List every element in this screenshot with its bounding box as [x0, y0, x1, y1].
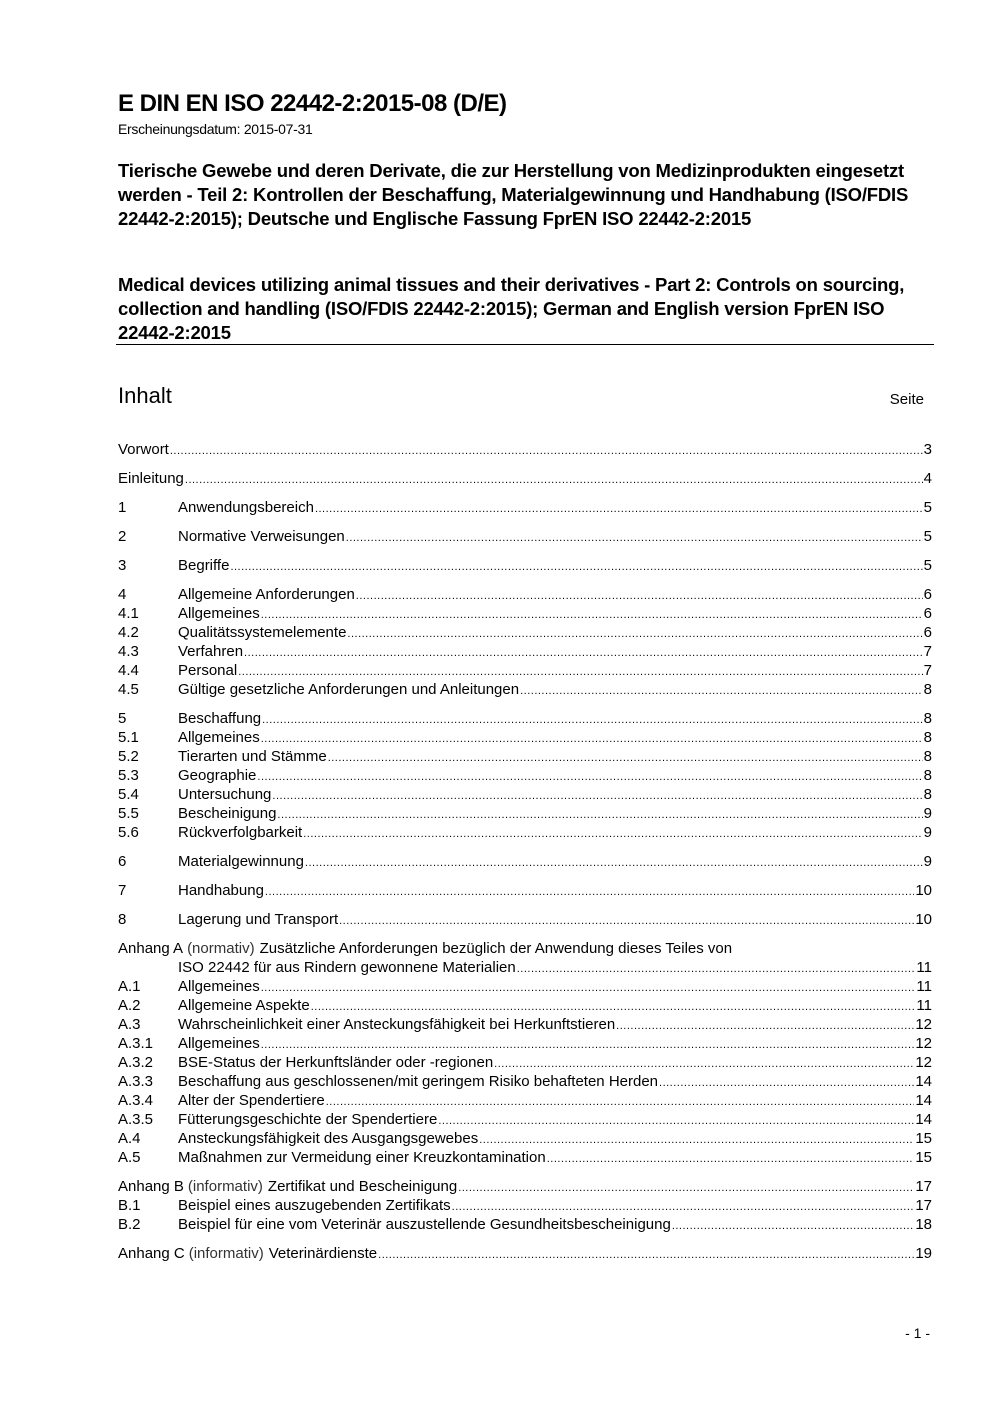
toc-section-number: 8 — [118, 911, 127, 928]
toc-entry[interactable] — [118, 977, 932, 996]
toc-group — [118, 556, 932, 575]
toc-entry-title: Tierarten und Stämme — [178, 748, 327, 765]
toc-section-number: A.3.3 — [118, 1073, 154, 1090]
toc-entry-title: Maßnahmen zur Vermeidung einer Kreuzkontamination — [178, 1149, 546, 1166]
toc-entry[interactable] — [118, 1072, 932, 1091]
toc-entry[interactable] — [118, 881, 932, 900]
toc-entry-title: BSE-Status der Herkunftsländer oder -regionen — [178, 1054, 494, 1071]
toc-entry-title: Allgemeines — [178, 978, 260, 995]
toc-entry-title: Beschaffung — [178, 710, 262, 727]
toc-entry-title: Beispiel eines auszugebenden Zertifikats — [178, 1197, 451, 1214]
dot-leader — [257, 768, 922, 787]
toc-entry-title: Ansteckungsfähigkeit des Ausgangsgewebes — [178, 1130, 479, 1147]
toc-group — [118, 1177, 932, 1234]
toc-entry[interactable] — [118, 556, 932, 575]
toc-section-number: 4.5 — [118, 681, 139, 698]
toc-page-number: 14 — [915, 1073, 932, 1090]
dot-leader — [520, 682, 923, 701]
annex-title: Veterinärdienste — [268, 1245, 378, 1262]
toc-entry-title: Einleitung — [118, 470, 184, 487]
toc-section-number: A.1 — [118, 978, 141, 995]
toc-section-number: 4.1 — [118, 605, 139, 622]
toc-page-number: 9 — [923, 853, 932, 870]
toc-entry[interactable] — [118, 1091, 932, 1110]
toc-section-number: A.4 — [118, 1130, 141, 1147]
toc-entry-title: Normative Verweisungen — [178, 528, 345, 545]
dot-leader — [305, 854, 923, 873]
toc-page-number: 5 — [923, 557, 932, 574]
toc-entry[interactable] — [118, 996, 932, 1015]
toc-section-number: 2 — [118, 528, 127, 545]
toc-page-number: 19 — [915, 1245, 932, 1262]
toc-section-number: 6 — [118, 853, 127, 870]
toc-entry-title: Wahrscheinlichkeit einer Ansteckungsfähigkeit bei Herkunftstieren — [178, 1016, 616, 1033]
toc-entry-title: Allgemeine Anforderungen — [178, 586, 355, 603]
toc-section-number: 5.3 — [118, 767, 139, 784]
toc-page-number: 15 — [915, 1130, 932, 1147]
annex-kind: (informativ) — [187, 1178, 263, 1195]
dot-leader — [315, 500, 923, 519]
dot-leader — [672, 1217, 915, 1236]
toc-entry-title: Allgemeines — [178, 605, 260, 622]
dot-leader — [230, 558, 922, 577]
toc-page-number: 12 — [915, 1054, 932, 1071]
dot-leader — [261, 730, 923, 749]
annex-title: Zusätzliche Anforderungen bezüglich der Anwendung dieses Teiles von — [259, 940, 733, 957]
toc-entry[interactable] — [118, 1015, 932, 1034]
annex-kind: (informativ) — [188, 1245, 264, 1262]
dot-leader — [262, 711, 923, 730]
toc-section-number: 5.1 — [118, 729, 139, 746]
dot-leader — [265, 883, 914, 902]
toc-page-number: 5 — [923, 499, 932, 516]
toc-section-number: 3 — [118, 557, 127, 574]
dot-leader — [378, 1246, 914, 1265]
toc-entry-title: Bescheinigung — [178, 805, 277, 822]
toc-group — [118, 527, 932, 546]
dot-leader — [339, 912, 914, 931]
toc-section-number: 4.4 — [118, 662, 139, 679]
toc-page-number: 8 — [923, 748, 932, 765]
german-title: Tierische Gewebe und deren Derivate, die zur Herstellung von Medizinprodukten eingesetzt werden - Teil 2: Kontrollen der Beschaffung, Materialgewinnung und Handhabung (ISO/FDIS 22442-2:2015); Deutsche und Englische Fassung FprEN ISO 22442-2:2015 — [118, 160, 909, 229]
dot-leader — [458, 1179, 914, 1198]
toc-page-number: 6 — [923, 586, 932, 603]
dot-leader — [277, 806, 922, 825]
toc-page-number: 12 — [915, 1016, 932, 1033]
toc-section-number: B.1 — [118, 1197, 141, 1214]
toc-entry[interactable] — [118, 1053, 932, 1072]
toc-section-number: 5.6 — [118, 824, 139, 841]
toc-page-number: 3 — [923, 441, 932, 458]
toc-annex-entry[interactable] — [118, 1177, 932, 1196]
toc-entry[interactable] — [118, 1215, 932, 1234]
toc-entry[interactable] — [118, 498, 932, 517]
toc-page-label: Seite — [889, 391, 924, 408]
english-title: Medical devices utilizing animal tissues and their derivatives - Part 2: Controls on sourcing, collection and handling (ISO/FDIS 22442-2:2015); German and English version FprEN ISO 22442-2:2015 — [118, 274, 905, 343]
toc-group — [118, 1244, 932, 1263]
publication-date: Erscheinungsdatum: 2015-07-31 — [118, 121, 313, 137]
dot-leader — [244, 644, 923, 663]
toc-section-number: A.3 — [118, 1016, 141, 1033]
toc-entry-title: Personal — [178, 662, 238, 679]
toc-page-number: 9 — [923, 824, 932, 841]
title-divider — [116, 344, 934, 345]
toc-entry-title: Begriffe — [178, 557, 230, 574]
toc-entry[interactable] — [118, 642, 932, 661]
toc-entry-title: Lagerung und Transport — [178, 911, 339, 928]
dot-leader — [170, 442, 923, 461]
toc-entry[interactable] — [118, 709, 932, 728]
annex-kind: (normativ) — [187, 940, 255, 957]
toc-page-number: 6 — [923, 624, 932, 641]
toc-entry[interactable] — [118, 623, 932, 642]
toc-section-number: 5.5 — [118, 805, 139, 822]
toc-group — [118, 469, 932, 488]
toc-entry[interactable] — [118, 785, 932, 804]
toc-section-number: 7 — [118, 882, 127, 899]
toc-page-number: 17 — [915, 1197, 932, 1214]
toc-entry-title: Materialgewinnung — [178, 853, 304, 870]
dot-leader — [272, 787, 922, 806]
toc-section-number: 4.3 — [118, 643, 139, 660]
toc-group — [118, 881, 932, 900]
toc-entry-title: Gültige gesetzliche Anforderungen und Anleitungen — [178, 681, 520, 698]
dot-leader — [185, 471, 923, 490]
toc-page-number: 10 — [915, 882, 932, 899]
toc-page-number: 7 — [923, 662, 932, 679]
toc-page-number: 14 — [915, 1092, 932, 1109]
toc-entry-title: Beschaffung aus geschlossenen/mit geringem Risiko behafteten Herden — [178, 1073, 659, 1090]
toc-page-number: 17 — [915, 1178, 932, 1195]
toc-entry[interactable] — [118, 728, 932, 747]
toc-group — [118, 852, 932, 871]
toc-entry[interactable] — [118, 910, 932, 929]
toc-page-number: 8 — [923, 681, 932, 698]
toc-group — [118, 910, 932, 929]
toc-entry[interactable] — [118, 440, 932, 459]
annex-label: Anhang A — [118, 940, 184, 957]
toc-entry-title: Geographie — [178, 767, 257, 784]
table-of-contents — [118, 440, 932, 1273]
page-number: - 1 - — [905, 1325, 930, 1341]
toc-annex-entry[interactable] — [118, 939, 932, 958]
toc-entry-title: Vorwort — [118, 441, 169, 458]
annex-title: Zertifikat und Bescheinigung — [267, 1178, 458, 1195]
toc-entry-title: Fütterungsgeschichte der Spendertiere — [178, 1111, 438, 1128]
toc-annex-entry-continued[interactable] — [118, 958, 932, 977]
toc-entry[interactable] — [118, 1129, 932, 1148]
toc-entry[interactable] — [118, 747, 932, 766]
toc-entry[interactable] — [118, 804, 932, 823]
toc-section-number: B.2 — [118, 1216, 141, 1233]
toc-section-number: A.3.2 — [118, 1054, 154, 1071]
dot-leader — [261, 979, 916, 998]
toc-section-number: 5 — [118, 710, 127, 727]
toc-section-number: 4 — [118, 586, 127, 603]
toc-page-number: 15 — [915, 1149, 932, 1166]
toc-entry[interactable] — [118, 661, 932, 680]
toc-section-number: 1 — [118, 499, 127, 516]
toc-page-number: 8 — [923, 729, 932, 746]
toc-entry[interactable] — [118, 852, 932, 871]
dot-leader — [659, 1074, 914, 1093]
toc-entry[interactable] — [118, 527, 932, 546]
toc-page-number: 7 — [923, 643, 932, 660]
toc-entry[interactable] — [118, 585, 932, 604]
toc-entry-title: Allgemeines — [178, 729, 260, 746]
toc-page-number: 11 — [916, 959, 932, 976]
toc-group — [118, 440, 932, 459]
annex-label: Anhang B — [118, 1178, 184, 1195]
toc-entry-title: Alter der Spendertiere — [178, 1092, 325, 1109]
toc-section-number: 4.2 — [118, 624, 139, 641]
toc-entry[interactable] — [118, 1196, 932, 1215]
toc-page-number: 18 — [915, 1216, 932, 1233]
toc-entry-title: Rückverfolgbarkeit — [178, 824, 303, 841]
toc-entry[interactable] — [118, 1110, 932, 1129]
toc-group — [118, 585, 932, 699]
dot-leader — [517, 960, 916, 979]
toc-page-number: 6 — [923, 605, 932, 622]
toc-section-number: 5.2 — [118, 748, 139, 765]
toc-group — [118, 709, 932, 842]
toc-page-number: 4 — [923, 470, 932, 487]
toc-entry[interactable] — [118, 1034, 932, 1053]
toc-entry-title: Allgemeine Aspekte — [178, 997, 310, 1014]
toc-entry[interactable] — [118, 469, 932, 488]
toc-page-number: 8 — [923, 767, 932, 784]
toc-entry-title: Untersuchung — [178, 786, 272, 803]
dot-leader — [328, 749, 923, 768]
dot-leader — [616, 1017, 914, 1036]
toc-page-number: 8 — [923, 786, 932, 803]
toc-group — [118, 498, 932, 517]
toc-entry[interactable] — [118, 604, 932, 623]
toc-page-number: 8 — [923, 710, 932, 727]
dot-leader — [346, 529, 923, 548]
toc-page-number: 12 — [915, 1035, 932, 1052]
toc-entry[interactable] — [118, 1148, 932, 1167]
dot-leader — [547, 1150, 915, 1169]
toc-heading: Inhalt — [118, 383, 172, 408]
toc-section-number: 5.4 — [118, 786, 139, 803]
toc-entry-title: Anwendungsbereich — [178, 499, 314, 516]
toc-entry-title: Beispiel für eine vom Veterinär auszustellende Gesundheitsbescheinigung — [178, 1216, 671, 1233]
dot-leader — [438, 1112, 914, 1131]
toc-entry-title: Verfahren — [178, 643, 244, 660]
toc-page-number: 9 — [923, 805, 932, 822]
toc-section-number: A.3.4 — [118, 1092, 154, 1109]
toc-page-number: 14 — [915, 1111, 932, 1128]
toc-entry-title: Handhabung — [178, 882, 264, 899]
toc-section-number: A.3.5 — [118, 1111, 154, 1128]
toc-page-number: 11 — [916, 997, 932, 1014]
toc-entry-title: Qualitätssystemelemente — [178, 624, 347, 641]
dot-leader — [347, 625, 922, 644]
annex-label: Anhang C — [118, 1245, 185, 1262]
document-title: E DIN EN ISO 22442-2:2015-08 (D/E) — [118, 90, 507, 117]
toc-section-number: A.3.1 — [118, 1035, 154, 1052]
toc-section-number: A.5 — [118, 1149, 141, 1166]
toc-section-number: A.2 — [118, 997, 141, 1014]
toc-entry[interactable] — [118, 680, 932, 699]
toc-annex-entry[interactable] — [118, 1244, 932, 1263]
toc-entry[interactable] — [118, 766, 932, 785]
dot-leader — [303, 825, 922, 844]
toc-group — [118, 939, 932, 1167]
toc-page-number: 10 — [915, 911, 932, 928]
dot-leader — [356, 587, 923, 606]
toc-page-number: 11 — [916, 978, 932, 995]
annex-title-continued: ISO 22442 für aus Rindern gewonnene Materialien — [178, 959, 516, 976]
toc-entry[interactable] — [118, 823, 932, 842]
toc-page-number: 5 — [923, 528, 932, 545]
toc-entry-title: Allgemeines — [178, 1035, 260, 1052]
dot-leader — [261, 606, 923, 625]
